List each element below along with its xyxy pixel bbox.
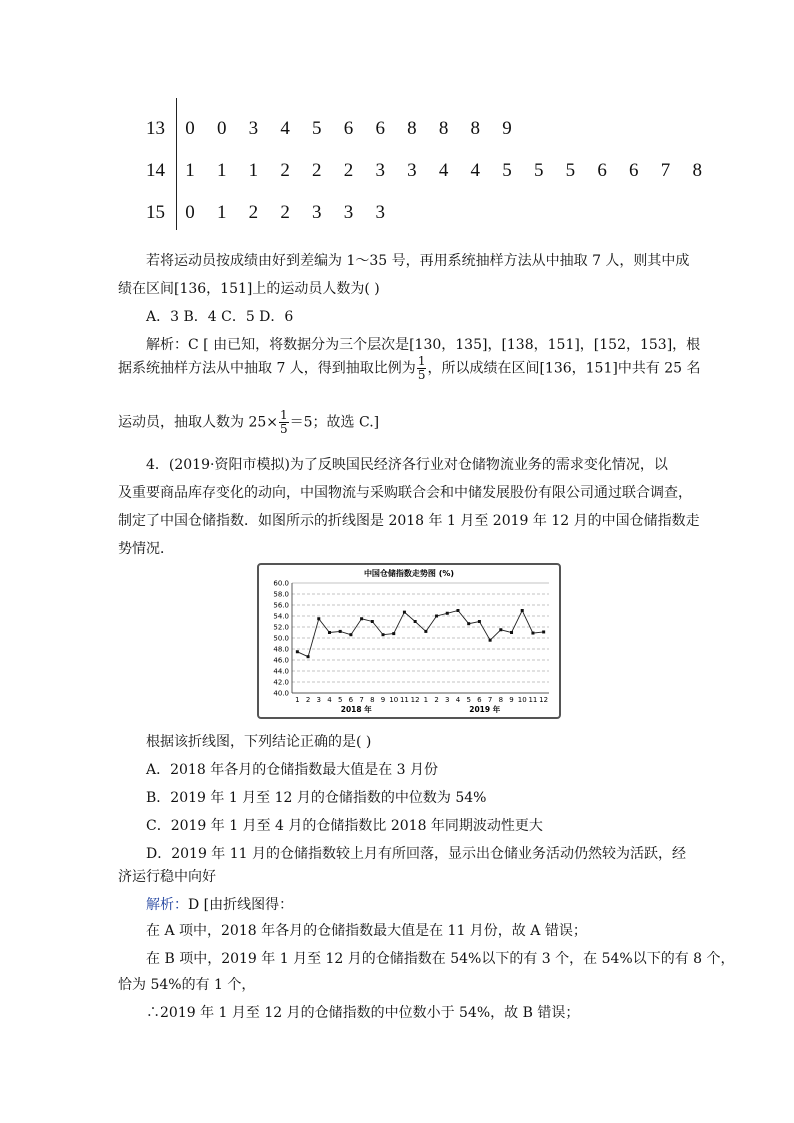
y-tick-label: 46.0 bbox=[273, 656, 289, 665]
data-point bbox=[510, 631, 513, 634]
leaf-value: 5 bbox=[312, 118, 322, 139]
frac-den-2: 5 bbox=[280, 422, 288, 436]
leaf-value: 3 bbox=[407, 160, 417, 181]
q4-stem-line2: 及重要商品库存变化的动向，中国物流与采购联合会和中储发展股份有限公司通过联合调查， bbox=[118, 485, 692, 501]
q3-solution-line3 bbox=[118, 409, 379, 436]
x-tick-label: 4 bbox=[327, 696, 332, 704]
q4-question: 根据该折线图，下列结论正确的是( ) bbox=[146, 734, 372, 750]
q3-solution-line2 bbox=[118, 355, 701, 382]
solution-head-text: D [由折线图得： bbox=[188, 897, 294, 913]
y-tick-label: 40.0 bbox=[273, 689, 289, 698]
q4-solution-b2: 恰为 54%的有 1 个， bbox=[118, 977, 256, 993]
q3-stem-line1: 若将运动员按成绩由好到差编为 1～35 号，再用系统抽样方法从中抽取 7 人，则其中成 bbox=[146, 253, 690, 269]
leaf-value: 0 bbox=[185, 118, 195, 139]
q4-solution-b1: 在 B 项中，2019 年 1 月至 12 月的仓储指数在 54%以下的有 3 个，在 54%以下的有 8 个， bbox=[146, 951, 735, 967]
y-tick-label: 58.0 bbox=[273, 590, 289, 599]
data-point bbox=[360, 617, 363, 620]
leaf-value: 6 bbox=[597, 160, 607, 181]
leaf-value: 5 bbox=[565, 160, 576, 181]
q3-stem-line2: 绩在区间[136，151]上的运动员人数为( ) bbox=[118, 281, 380, 297]
data-point bbox=[414, 620, 417, 623]
data-point bbox=[446, 612, 449, 615]
x-tick-label: 11 bbox=[528, 696, 538, 704]
leaf-value: 5 bbox=[502, 160, 512, 181]
stem-value: 13 bbox=[146, 118, 165, 139]
leaf-value: 9 bbox=[502, 118, 512, 139]
leaf-value: 2 bbox=[343, 160, 354, 181]
x-tick-label: 5 bbox=[466, 696, 471, 704]
data-point bbox=[542, 630, 545, 633]
leaf-value: 3 bbox=[312, 202, 322, 223]
data-point bbox=[317, 617, 320, 620]
data-point bbox=[424, 630, 427, 633]
q3-sol-2a: 据系统抽样方法从中抽取 7 人，得到抽取比例为 bbox=[118, 360, 416, 377]
x-tick-label: 12 bbox=[539, 696, 549, 704]
data-point bbox=[382, 633, 385, 636]
leaf-value: 4 bbox=[438, 160, 449, 181]
x-tick-label: 4 bbox=[455, 696, 461, 704]
leaf-value: 1 bbox=[185, 160, 195, 181]
x-tick-label: 9 bbox=[509, 696, 514, 704]
x-tick-label: 10 bbox=[389, 696, 399, 704]
x-tick-label: 7 bbox=[487, 696, 493, 704]
y-tick-label: 44.0 bbox=[273, 667, 289, 676]
q4-stem-line3: 制定了中国仓储指数．如图所示的折线图是 2018 年 1 月至 2019 年 12 月的中国仓储指数走 bbox=[118, 513, 700, 529]
x-tick-label: 7 bbox=[359, 696, 364, 704]
year-label-2019: 2019 年 bbox=[469, 705, 501, 714]
x-tick-label: 2 bbox=[305, 696, 311, 704]
leaf-value: 2 bbox=[248, 202, 259, 223]
data-point bbox=[489, 639, 492, 642]
data-point bbox=[467, 622, 470, 625]
x-tick-label: 8 bbox=[370, 696, 375, 704]
leaf-value: 6 bbox=[343, 118, 354, 139]
q4-solution-head bbox=[146, 894, 293, 914]
leaf-value: 6 bbox=[375, 118, 385, 139]
data-point bbox=[499, 628, 502, 631]
x-tick-label: 1 bbox=[423, 696, 429, 704]
q3-sol-2b: ，所以成绩在区间[136，151]中共有 25 名 bbox=[427, 360, 701, 377]
leaf-value: 8 bbox=[438, 118, 449, 139]
leaf-value: 0 bbox=[185, 202, 195, 223]
data-point bbox=[339, 630, 342, 633]
x-tick-label: 3 bbox=[316, 696, 322, 704]
x-tick-label: 10 bbox=[517, 696, 527, 704]
data-point bbox=[392, 632, 395, 635]
x-tick-label: 12 bbox=[410, 696, 420, 704]
leaf-value: 3 bbox=[375, 160, 385, 181]
leaf-value: 3 bbox=[248, 118, 259, 139]
leaf-value: 8 bbox=[692, 160, 702, 181]
leaf-value: 8 bbox=[407, 118, 417, 139]
x-tick-label: 11 bbox=[399, 696, 409, 704]
y-tick-label: 42.0 bbox=[273, 678, 289, 687]
x-tick-label: 8 bbox=[498, 696, 504, 704]
leaf-value: 2 bbox=[280, 202, 290, 223]
y-tick-label: 60.0 bbox=[273, 579, 289, 588]
q4-solution-b3: ∴2019 年 1 月至 12 月的仓储指数的中位数小于 54%，故 B 错误； bbox=[146, 1005, 580, 1021]
q3-options: A．3 B．4 C．5 D．6 bbox=[146, 309, 294, 325]
q3-sol-3b: ＝5；故选 C.] bbox=[289, 414, 380, 431]
q4-stem-line4: 势情况． bbox=[118, 541, 174, 557]
q3-solution-line1: 解析：C [ 由已知，将数据分为三个层次是[130，135]，[138，151]，[152，153]，根 bbox=[146, 337, 701, 353]
fraction-one-fifth-2 bbox=[279, 409, 289, 436]
data-point bbox=[328, 631, 331, 634]
line-chart-svg bbox=[259, 565, 559, 717]
leaf-value: 2 bbox=[312, 160, 322, 181]
leaf-value: 7 bbox=[660, 160, 671, 181]
y-tick-label: 54.0 bbox=[273, 612, 289, 621]
data-point bbox=[456, 609, 459, 612]
leaf-value: 3 bbox=[343, 202, 354, 223]
data-point bbox=[531, 632, 534, 635]
series-line bbox=[297, 611, 543, 657]
leaf-value: 5 bbox=[533, 160, 544, 181]
x-tick-label: 3 bbox=[445, 696, 450, 704]
leaf-value: 4 bbox=[280, 118, 290, 139]
q3-sol-3a: 运动员，抽取人数为 25× bbox=[118, 414, 278, 431]
q4-option-b: B．2019 年 1 月至 12 月的仓储指数的中位数为 54% bbox=[146, 790, 487, 806]
stem-value: 14 bbox=[146, 160, 165, 181]
q4-option-a: A．2018 年各月的仓储指数最大值是在 3 月份 bbox=[146, 762, 438, 778]
data-point bbox=[403, 611, 406, 614]
stem-divider bbox=[176, 98, 177, 230]
y-tick-label: 48.0 bbox=[273, 645, 289, 654]
frac-num-2: 1 bbox=[280, 408, 288, 422]
solution-label: 解析： bbox=[146, 897, 188, 913]
x-tick-label: 2 bbox=[434, 696, 439, 704]
data-point bbox=[371, 620, 374, 623]
frac-den: 5 bbox=[417, 368, 426, 382]
x-tick-label: 6 bbox=[348, 696, 354, 704]
fraction-one-fifth bbox=[417, 355, 427, 382]
leaf-value: 0 bbox=[216, 118, 227, 139]
leaf-value: 1 bbox=[248, 160, 259, 181]
leaf-value: 1 bbox=[216, 160, 227, 181]
data-point bbox=[478, 620, 481, 623]
leaf-value: 2 bbox=[280, 160, 290, 181]
warehouse-index-chart bbox=[257, 563, 561, 719]
y-tick-label: 52.0 bbox=[273, 623, 289, 632]
data-point bbox=[307, 655, 310, 658]
x-tick-label: 9 bbox=[380, 696, 386, 704]
frac-num: 1 bbox=[417, 354, 426, 368]
q4-option-d-line2: 济运行稳中向好 bbox=[118, 869, 216, 885]
stem-value: 15 bbox=[146, 202, 165, 223]
q4-solution-a: 在 A 项中，2018 年各月的仓储指数最大值是在 11 月份，故 A 错误； bbox=[146, 923, 587, 939]
leaf-value: 6 bbox=[629, 160, 639, 181]
x-tick-label: 6 bbox=[477, 696, 482, 704]
chart-title: 中国仓储指数走势图 (%) bbox=[363, 569, 455, 578]
x-tick-label: 5 bbox=[337, 696, 343, 704]
data-point bbox=[435, 615, 438, 618]
leaf-value: 3 bbox=[375, 202, 385, 223]
y-tick-label: 56.0 bbox=[273, 601, 289, 610]
data-point bbox=[521, 609, 524, 612]
x-tick-label: 1 bbox=[295, 696, 300, 704]
q4-option-d-line1: D．2019 年 11 月的仓储指数较上月有所回落，显示出仓储业务活动仍然较为活跃，经 bbox=[146, 846, 687, 862]
leaf-value: 1 bbox=[216, 202, 227, 223]
q4-stem-line1: 4．(2019·资阳市模拟)为了反映国民经济各行业对仓储物流业务的需求变化情况，以 bbox=[146, 457, 668, 473]
year-label-2018: 2018 年 bbox=[340, 705, 372, 714]
data-point bbox=[349, 633, 352, 636]
q4-option-c: C．2019 年 1 月至 4 月的仓储指数比 2018 年同期波动性更大 bbox=[146, 818, 543, 834]
leaf-value: 4 bbox=[470, 160, 481, 181]
data-point bbox=[296, 650, 299, 653]
y-tick-label: 50.0 bbox=[273, 634, 289, 643]
leaf-value: 8 bbox=[470, 118, 481, 139]
